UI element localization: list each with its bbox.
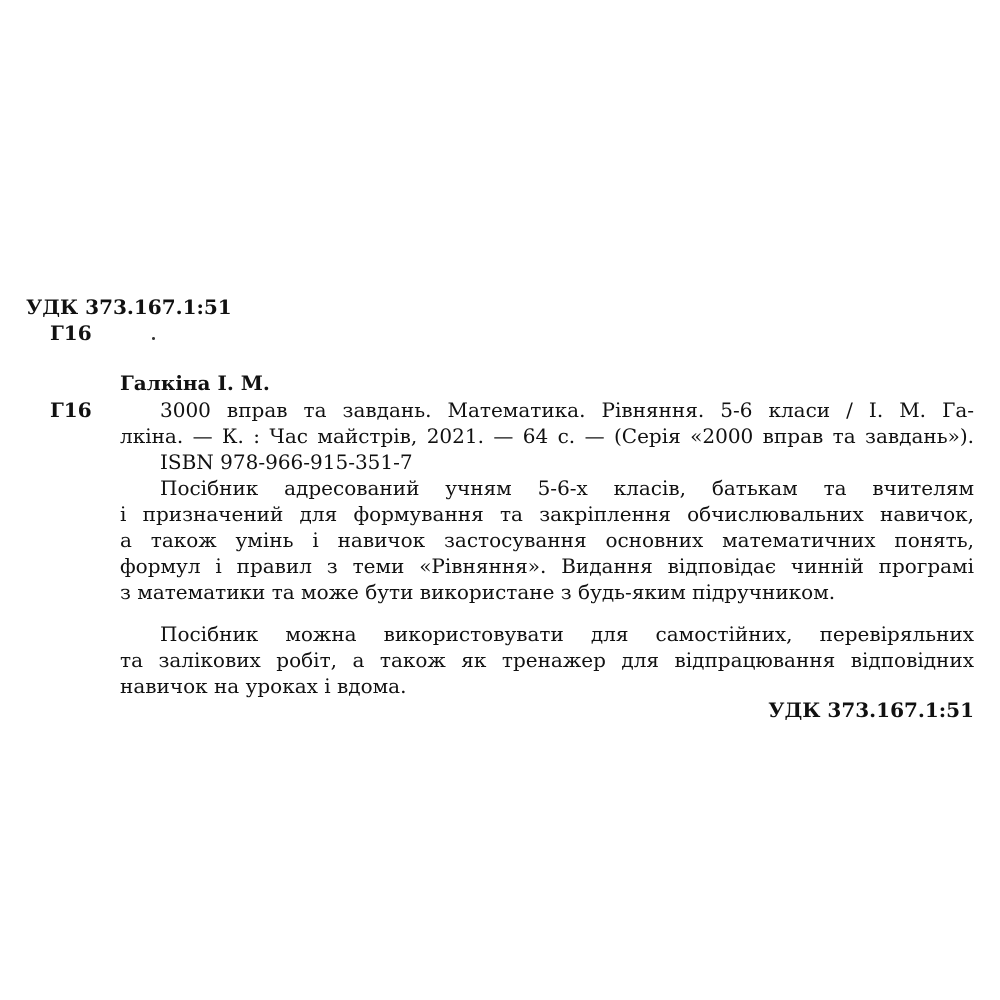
bbk-code-top: Г16 xyxy=(50,321,92,345)
abstract-p1-line-5: з математики та може бути використане з будь-яким підручником. xyxy=(120,580,836,604)
author-sign: Г16 xyxy=(50,398,92,422)
udk-code-bottom: УДК 373.167.1:51 xyxy=(768,698,974,722)
udk-code-top: УДК 373.167.1:51 xyxy=(26,295,232,319)
abstract-p1-line-2: і призначений для формування та закріплення обчислювальних навичок, xyxy=(120,502,974,526)
abstract-p1-line-1: Посібник адресований учням 5-6-х класів, батькам та вчителям xyxy=(160,476,974,500)
author-heading: Галкіна І. М. xyxy=(120,371,270,395)
isbn: ISBN 978-966-915-351-7 xyxy=(160,450,413,474)
abstract-p1-line-3: а також умінь і навичок застосування основних математичних понять, xyxy=(120,528,974,552)
abstract-p1-line-4: формул і правил з теми «Рівняння». Видання відповідає чинній програмі xyxy=(120,554,974,578)
bib-line-1: 3000 вправ та завдань. Математика. Рівняння. 5-6 класи / І. М. Га- xyxy=(160,398,974,422)
scan-dot xyxy=(152,337,155,340)
abstract-p2-line-2: та залікових робіт, а також як тренажер для відпрацювання відповідних xyxy=(120,648,974,672)
bib-line-2: лкіна. — К. : Час майстрів, 2021. — 64 с. — (Серія «2000 вправ та завдань»). xyxy=(120,424,974,448)
abstract-p2-line-3: навичок на уроках і вдома. xyxy=(120,674,407,698)
abstract-p2-line-1: Посібник можна використовувати для самостійних, перевіряльних xyxy=(160,622,974,646)
